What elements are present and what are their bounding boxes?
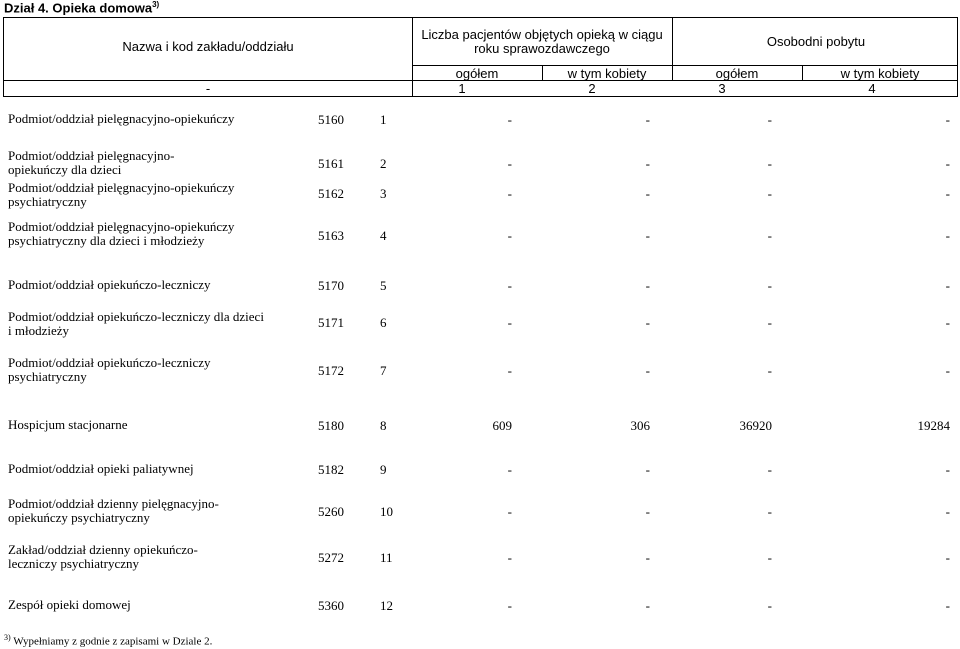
section-title — [4, 0, 159, 15]
row-value-3: - — [767, 462, 772, 477]
row-code: 5272 — [318, 550, 344, 565]
row-number: 1 — [380, 112, 387, 127]
row-value-2: - — [645, 278, 650, 293]
sub-header-women-2: w tym kobiety — [840, 66, 920, 81]
row-name: Podmiot/oddział opiekuńczo-leczniczy psychiatryczny — [8, 355, 211, 384]
row-value-1: - — [507, 550, 512, 565]
row-code: 5182 — [318, 462, 344, 477]
table-row — [0, 140, 960, 182]
row-number: 7 — [380, 363, 387, 378]
row-code: 5163 — [318, 228, 344, 243]
row-number: 11 — [380, 550, 393, 565]
row-value-2: - — [645, 598, 650, 613]
section-footnote-ref: 3) — [152, 0, 160, 9]
row-value-2: - — [645, 315, 650, 330]
table-row — [0, 496, 960, 546]
row-value-1: - — [507, 462, 512, 477]
row-value-1: 609 — [492, 418, 512, 433]
row-code: 5160 — [318, 112, 344, 127]
row-name: Zakład/oddział dzienny opiekuńczo-leczniczy psychiatryczny — [8, 542, 198, 571]
table-row — [0, 418, 960, 462]
row-name: Zespół opieki domowej — [8, 597, 131, 612]
table-header — [3, 17, 958, 97]
row-name: Podmiot/oddział pielęgnacyjno-opiekuńczy psychiatryczny dla dzieci i młodzieży — [8, 219, 235, 248]
row-code: 5170 — [318, 278, 344, 293]
sub-header-total-2: ogółem — [715, 66, 759, 81]
row-code: 5171 — [318, 315, 344, 330]
row-value-4: 19284 — [917, 418, 950, 433]
row-value-2: - — [645, 363, 650, 378]
row-value-2: - — [645, 186, 650, 201]
table-row — [0, 598, 960, 628]
row-code: 5260 — [318, 504, 344, 519]
row-value-1: - — [507, 504, 512, 519]
row-value-2: - — [645, 112, 650, 127]
row-value-3: - — [767, 550, 772, 565]
row-value-4: - — [945, 228, 950, 243]
row-value-4: - — [945, 504, 950, 519]
col-number-0: - — [205, 81, 211, 96]
row-value-3: - — [767, 504, 772, 519]
row-name: Podmiot/oddział opiekuńczo-leczniczy dla dzieci i młodzieży — [8, 309, 264, 338]
row-value-3: - — [767, 112, 772, 127]
footnote — [4, 633, 212, 648]
row-value-4: - — [945, 156, 950, 171]
footnote-text: Wypełniamy z godnie z zapisami w Dziale 2. — [13, 635, 213, 648]
row-value-2: - — [645, 504, 650, 519]
row-number: 4 — [380, 228, 387, 243]
row-number: 5 — [380, 278, 387, 293]
row-value-2: 306 — [630, 418, 650, 433]
row-value-3: - — [767, 156, 772, 171]
row-value-2: - — [645, 462, 650, 477]
row-value-1: - — [507, 228, 512, 243]
table-row — [0, 355, 960, 418]
row-value-2: - — [645, 228, 650, 243]
row-value-1: - — [507, 186, 512, 201]
col-number-4: 4 — [868, 81, 876, 96]
row-value-1: - — [507, 315, 512, 330]
row-value-3: - — [767, 186, 772, 201]
row-value-4: - — [945, 112, 950, 127]
footnote-ref: 3) — [4, 633, 11, 642]
row-number: 10 — [380, 504, 393, 519]
row-code: 5161 — [318, 156, 344, 171]
row-name: Hospicjum stacjonarne — [8, 417, 128, 432]
row-value-2: - — [645, 550, 650, 565]
row-value-4: - — [945, 550, 950, 565]
sub-header-total-1: ogółem — [455, 66, 499, 81]
row-name: Podmiot/oddział opiekuńczo-leczniczy — [8, 277, 211, 292]
row-name: Podmiot/oddział pielęgnacyjno-opiekuńczy — [8, 111, 235, 126]
row-code: 5180 — [318, 418, 344, 433]
row-code: 5172 — [318, 363, 344, 378]
col-header-name: Nazwa i kod zakładu/oddziału — [122, 39, 294, 54]
row-number: 8 — [380, 418, 387, 433]
row-name: Podmiot/oddział opieki paliatywnej — [8, 461, 194, 476]
row-value-4: - — [945, 315, 950, 330]
row-code: 5360 — [318, 598, 344, 613]
row-value-3: 36920 — [739, 418, 772, 433]
row-value-3: - — [767, 278, 772, 293]
row-value-4: - — [945, 278, 950, 293]
table-row — [0, 98, 960, 140]
row-value-4: - — [945, 598, 950, 613]
col-number-3: 3 — [718, 81, 726, 96]
row-number: 2 — [380, 156, 387, 171]
row-value-1: - — [507, 363, 512, 378]
row-value-3: - — [767, 598, 772, 613]
row-value-3: - — [767, 363, 772, 378]
col-header-patients: Liczba pacjentów objętych opieką w ciągu roku sprawozdawczego — [421, 27, 663, 56]
row-value-3: - — [767, 228, 772, 243]
row-number: 3 — [380, 186, 387, 201]
row-value-1: - — [507, 112, 512, 127]
row-value-2: - — [645, 156, 650, 171]
row-value-1: - — [507, 278, 512, 293]
section-title-text: Dział 4. Opieka domowa — [4, 0, 153, 16]
table-body — [0, 98, 960, 628]
row-value-3: - — [767, 315, 772, 330]
row-code: 5162 — [318, 186, 344, 201]
col-number-1: 1 — [458, 81, 466, 96]
table-row — [0, 182, 960, 222]
row-value-1: - — [507, 156, 512, 171]
sub-header-women-1: w tym kobiety — [567, 66, 647, 81]
table-row — [0, 219, 960, 278]
row-name: Podmiot/oddział pielęgnacyjno-opiekuńczy dla dzieci — [8, 148, 175, 177]
row-number: 6 — [380, 315, 387, 330]
row-number: 12 — [380, 598, 393, 613]
table-row — [0, 462, 960, 500]
row-name: Podmiot/oddział pielęgnacyjno-opiekuńczy psychiatryczny — [8, 180, 235, 209]
col-number-2: 2 — [588, 81, 596, 96]
row-value-4: - — [945, 363, 950, 378]
row-value-4: - — [945, 186, 950, 201]
col-header-days: Osobodni pobytu — [766, 34, 866, 49]
row-number: 9 — [380, 462, 387, 477]
table-row — [0, 542, 960, 598]
row-name: Podmiot/oddział dzienny pielęgnacyjno-opiekuńczy psychiatryczny — [8, 496, 219, 525]
row-value-4: - — [945, 462, 950, 477]
row-value-1: - — [507, 598, 512, 613]
